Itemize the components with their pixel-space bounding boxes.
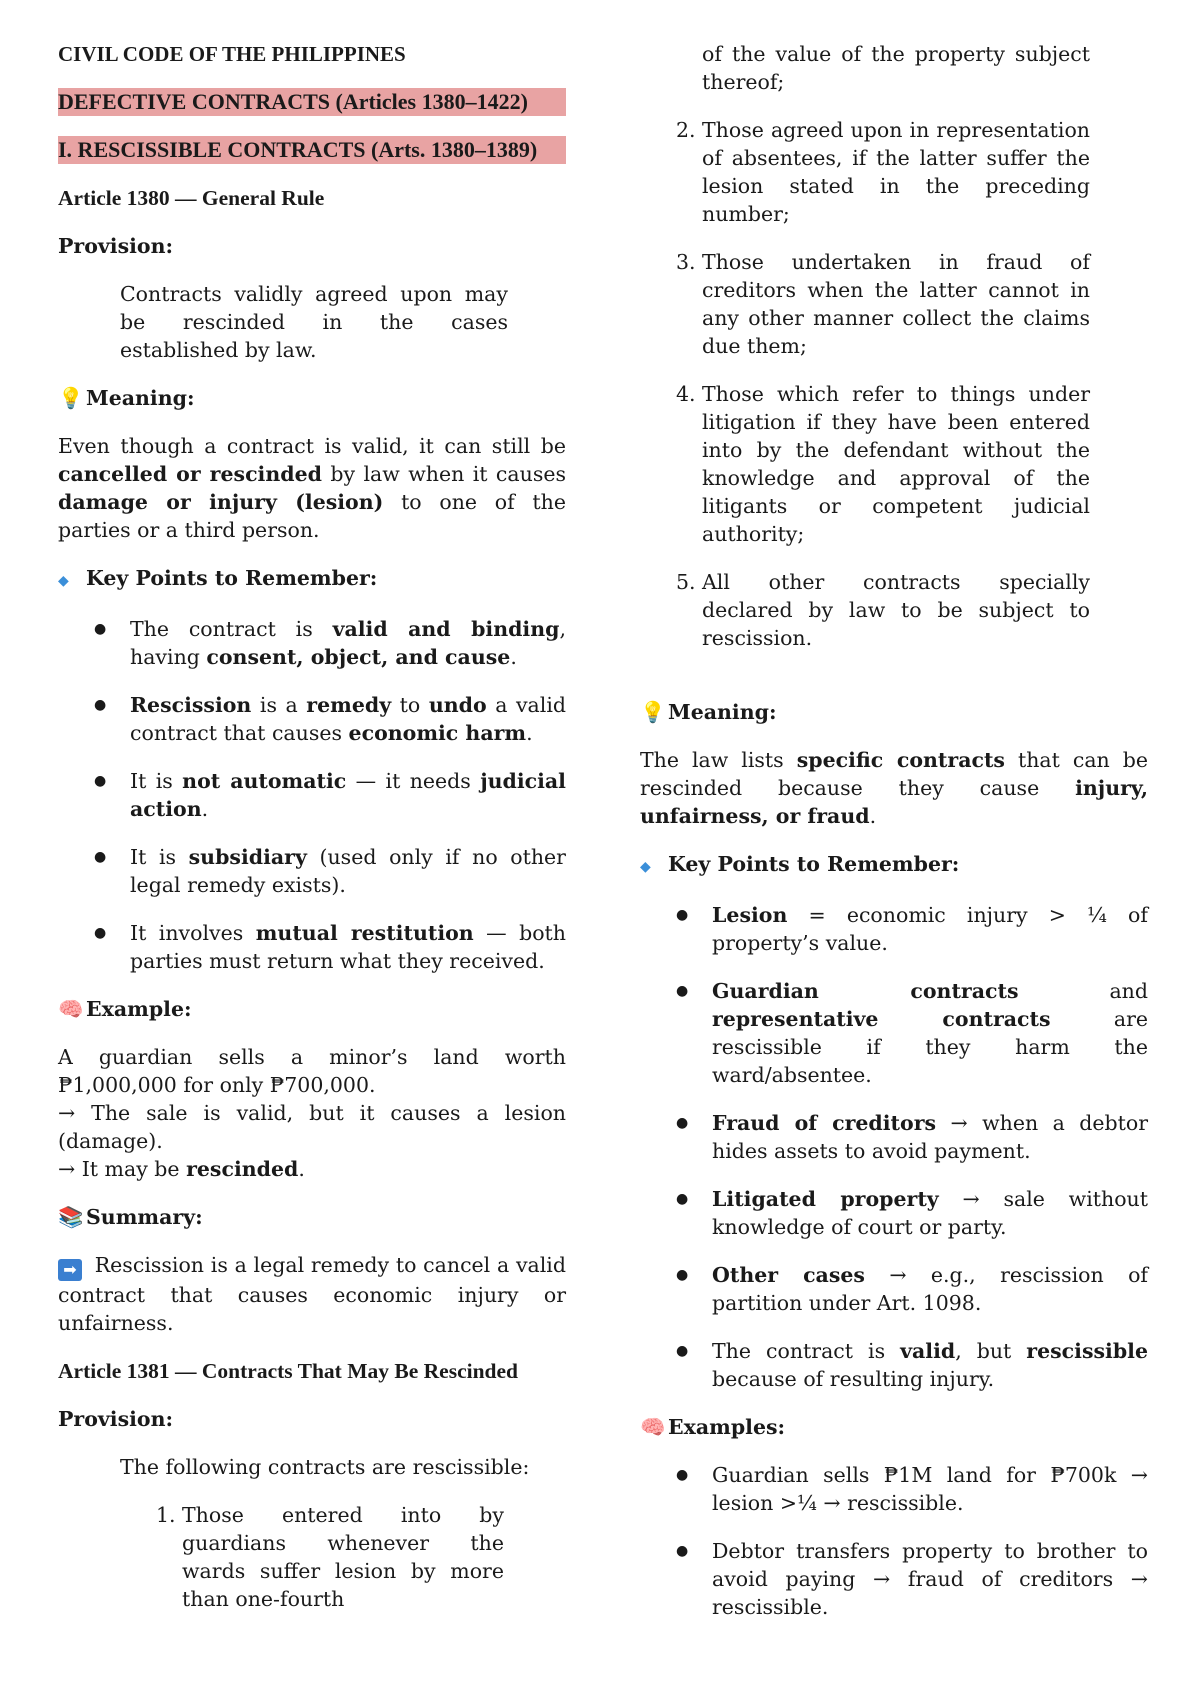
- item-emphasis: remedy: [306, 693, 392, 717]
- key-points-label-row: [58, 564, 566, 595]
- key-points-label-row: [640, 850, 1148, 881]
- brain-icon: 🧠: [640, 1415, 666, 1439]
- list-item: [58, 767, 566, 823]
- item-text: a valid contract that causes: [130, 693, 566, 745]
- brain-icon: 🧠: [58, 997, 84, 1021]
- item-text: .: [526, 721, 533, 745]
- meaning-text: The law lists: [640, 748, 797, 772]
- key-points-label: Key Points to Remember:: [86, 566, 378, 590]
- summary-label-row: [58, 1203, 566, 1231]
- blue-diamond-icon: ◆: [640, 859, 651, 875]
- item-text: .: [201, 797, 209, 821]
- item-number: 5.: [676, 570, 696, 594]
- blue-diamond-icon: ◆: [58, 573, 69, 589]
- lightbulb-icon: 💡: [640, 700, 666, 724]
- subsection-heading: I. RESCISSIBLE CONTRACTS (Arts. 1380–1389): [58, 136, 566, 164]
- item-emphasis: valid: [900, 1339, 956, 1363]
- item-emphasis: undo: [428, 693, 487, 717]
- right-column: [640, 40, 1148, 1641]
- item-emphasis: mutual restitution: [255, 921, 474, 945]
- provision-text: Contracts validly agreed upon may be rescinded in the cases established by law.: [120, 282, 508, 362]
- meaning-text: to one of the parties or a third person.: [58, 490, 566, 542]
- list-item: [640, 977, 1148, 1089]
- list-item: [640, 1261, 1148, 1317]
- rescissible-list: [58, 1501, 566, 1613]
- item-text: → e.g., rescission of partition under Art. 1098.: [712, 1263, 1149, 1315]
- item-text: All other contracts specially declared by law to be subject to rescission.: [702, 570, 1090, 650]
- example-emphasis: rescinded: [186, 1157, 299, 1181]
- item-text: It involves: [130, 921, 256, 945]
- key-points-list: [640, 901, 1148, 1393]
- item-text: = economic injury > ¼ of property’s value.: [712, 903, 1148, 955]
- list-item: [58, 691, 566, 747]
- meaning-text: that can be rescinded because they cause: [640, 748, 1148, 800]
- item-emphasis: Rescission: [130, 693, 252, 717]
- article-1381-heading: Article 1381 — Contracts That May Be Rescinded: [58, 1359, 519, 1383]
- example-text: .: [298, 1157, 305, 1181]
- item-emphasis: not automatic: [182, 769, 347, 793]
- item-text: The contract is: [130, 617, 333, 641]
- list-item: [640, 1185, 1148, 1241]
- item-text: Those which refer to things under litigation if they have been entered into by the defendant without the knowledge and approval of the litigants or competent judicial authority;: [702, 382, 1090, 546]
- provision-label: Provision:: [58, 1407, 174, 1431]
- provision-label: Provision:: [58, 234, 174, 258]
- item-number: 3.: [676, 250, 696, 274]
- item-emphasis: representative contracts: [712, 1007, 1051, 1031]
- example-label-row: [58, 995, 566, 1023]
- list-item: [640, 568, 1148, 652]
- list-item: [58, 843, 566, 899]
- item-text: to: [391, 693, 429, 717]
- list-item: [640, 1337, 1148, 1393]
- item-text: It is: [130, 845, 189, 869]
- meaning-emphasis: specific contracts: [796, 748, 1005, 772]
- example-line: → The sale is valid, but it causes a lesion (damage).: [58, 1101, 566, 1153]
- meaning-label: Meaning:: [668, 700, 777, 724]
- meaning-label-row: [640, 698, 1148, 726]
- item-text: — it needs: [346, 769, 481, 793]
- item-emphasis: Lesion: [712, 903, 788, 927]
- meaning-text: by law when it causes: [321, 462, 566, 486]
- meaning-text: .: [869, 804, 877, 828]
- item-emphasis: Fraud of creditors: [712, 1111, 937, 1135]
- example-line: A guardian sells a minor’s land worth ₱1,000,000 for only ₱700,000.: [58, 1045, 566, 1097]
- item-text: Those entered into by guardians whenever the wards suffer lesion by more than one-fourth: [182, 1503, 504, 1611]
- meaning-label-row: [58, 384, 566, 412]
- meaning-text: Even though a contract is valid, it can still be: [58, 434, 566, 458]
- right-arrow-icon: ➡: [58, 1259, 82, 1281]
- section-heading: DEFECTIVE CONTRACTS (Articles 1380–1422): [58, 88, 566, 116]
- rescissible-list-continued: [640, 40, 1148, 652]
- item-emphasis: Other cases: [712, 1263, 865, 1287]
- item-text: and: [1018, 979, 1148, 1003]
- item-text: , but: [955, 1339, 1027, 1363]
- list-item: [640, 1109, 1148, 1165]
- left-column: [58, 40, 566, 1633]
- examples-list: [640, 1461, 1148, 1621]
- meaning-label: Meaning:: [86, 386, 195, 410]
- summary-label: Summary:: [86, 1205, 203, 1229]
- item-text: → when a debtor hides assets to avoid payment.: [712, 1111, 1148, 1163]
- meaning-paragraph: [640, 746, 1148, 830]
- item-emphasis: consent, object, and cause: [206, 645, 511, 669]
- meaning-emphasis: damage or injury (lesion): [58, 490, 384, 514]
- list-item: ● Guardian sells ₱1M land for ₱700k → lesion >¼ → rescissible.: [640, 1461, 1148, 1517]
- examples-label-row: [640, 1413, 1148, 1441]
- list-item: [640, 40, 1148, 96]
- list-item: [640, 901, 1148, 957]
- item-text: It is: [130, 769, 183, 793]
- list-item: ● Debtor transfers property to brother to avoid paying → fraud of creditors → rescissible.: [640, 1537, 1148, 1621]
- list-item: [640, 116, 1148, 228]
- item-text: are rescissible if they harm the ward/absentee.: [712, 1007, 1149, 1087]
- article-1380-heading: Article 1380 — General Rule: [58, 186, 325, 210]
- item-emphasis: Guardian contracts: [712, 979, 1019, 1003]
- example-label: Example:: [86, 997, 192, 1021]
- item-emphasis: Litigated property: [712, 1187, 939, 1211]
- item-number: 2.: [676, 118, 696, 142]
- list-item: [58, 919, 566, 975]
- list-item: [640, 248, 1148, 360]
- provision-intro: The following contracts are rescissible:: [120, 1455, 530, 1479]
- item-emphasis: judicial action: [130, 769, 566, 821]
- item-emphasis: valid and binding: [332, 617, 560, 641]
- document-title: CIVIL CODE OF THE PHILIPPINES: [58, 42, 406, 66]
- example-paragraph: [58, 1043, 566, 1183]
- list-item: [640, 380, 1148, 548]
- meaning-emphasis: injury, unfairness, or fraud: [640, 776, 1148, 828]
- examples-label: Examples:: [668, 1415, 786, 1439]
- item-text: (used only if no other legal remedy exists).: [130, 845, 566, 897]
- example-text: → It may be: [58, 1157, 187, 1181]
- item-text: Those undertaken in fraud of creditors when the latter cannot in any other manner collect the claims due them;: [702, 250, 1090, 358]
- summary-text: Rescission is a legal remedy to cancel a valid contract that causes economic injury or unfairness.: [58, 1253, 566, 1335]
- summary-paragraph: [58, 1251, 566, 1337]
- item-text: — both parties must return what they received.: [130, 921, 566, 973]
- item-text: The contract is: [712, 1339, 901, 1363]
- item-text: Those agreed upon in representation of absentees, if the latter suffer the lesion stated in the preceding number;: [702, 118, 1090, 226]
- meaning-paragraph: [58, 432, 566, 544]
- example-line: [58, 1155, 566, 1183]
- item-text: because of resulting injury.: [712, 1367, 995, 1391]
- list-item: [58, 1501, 566, 1613]
- item-text: .: [510, 645, 517, 669]
- books-icon: 📚: [58, 1205, 84, 1229]
- item-emphasis: economic harm: [348, 721, 527, 745]
- item-number: 1.: [156, 1503, 176, 1527]
- meaning-emphasis: cancelled or rescinded: [58, 462, 322, 486]
- key-points-label: Key Points to Remember:: [668, 852, 960, 876]
- list-item: [58, 615, 566, 671]
- item-text: , having: [130, 617, 566, 669]
- item-text: of the value of the property subject thereof;: [702, 42, 1090, 94]
- item-text: is a: [251, 693, 307, 717]
- item-number: 4.: [676, 382, 696, 406]
- key-points-list: [58, 615, 566, 975]
- lightbulb-icon: 💡: [58, 386, 84, 410]
- item-emphasis: rescissible: [1026, 1339, 1148, 1363]
- item-emphasis: subsidiary: [188, 845, 307, 869]
- item-text: → sale without knowledge of court or party.: [712, 1187, 1148, 1239]
